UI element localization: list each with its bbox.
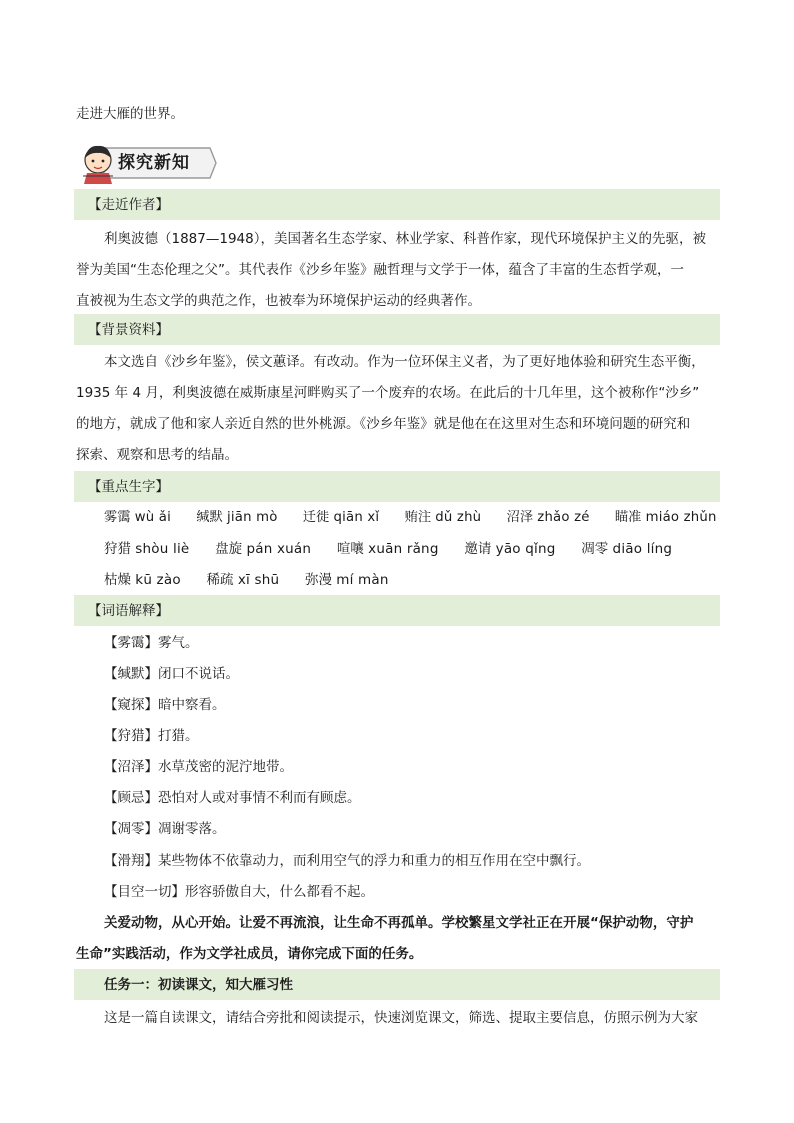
glossary-item: 【沼泽】水草茂密的泥泞地带。 [104, 759, 293, 775]
vocab-row-1 [104, 508, 720, 528]
vocab-pinyin: xī shū [237, 572, 280, 588]
activity-line-2: 生命”实践活动，作为文学社成员，请你完成下面的任务。 [76, 946, 423, 962]
vocab-pinyin: diāo líng [612, 541, 673, 557]
vocab-word: 沼泽 [506, 510, 534, 525]
vocab-pinyin: qiān xǐ [333, 510, 380, 525]
vocab-header: 【重点生字】 [88, 479, 169, 495]
author-line-1: 利奥波德（1887—1948），美国著名生态学家、林业学家、科普作家，现代环境保护主义的先驱，被 [104, 231, 706, 247]
vocab-pinyin: yāo qǐng [495, 541, 556, 557]
vocab-pinyin: pán xuán [246, 541, 312, 557]
author-line-3: 直被视为生态文学的典范之作，也被奉为环境保护运动的经典著作。 [76, 293, 481, 309]
vocab-pinyin: miáo zhǔn [645, 510, 717, 525]
vocab-pinyin: mí màn [336, 572, 389, 588]
vocab-word: 雾霭 [104, 510, 131, 525]
vocab-pinyin: xuān rǎng [368, 541, 439, 557]
background-line-2: 1935 年 4 月，利奥波德在威斯康星河畔购买了一个废弃的农场。在此后的十几年里，这个被称作“沙乡” [76, 385, 700, 401]
banner-title: 探究新知 [118, 153, 190, 173]
author-line-2: 誉为美国“生态伦理之父”。其代表作《沙乡年鉴》融哲理与文学于一体，蕴含了丰富的生态哲学观，一 [76, 262, 684, 278]
glossary-item: 【狩猎】打猎。 [104, 728, 199, 744]
vocab-word: 缄默 [196, 510, 223, 525]
background-line-3: 的地方，就成了他和家人亲近自然的世外桃源。《沙乡年鉴》就是他在在这里对生态和环境问题的研究和 [76, 416, 691, 432]
vocab-word: 稀疏 [206, 572, 234, 588]
vocab-word: 盘旋 [215, 541, 243, 557]
glossary-header: 【词语解释】 [88, 603, 169, 619]
student-avatar-icon [83, 146, 113, 184]
vocab-header-bar [74, 471, 720, 502]
glossary-item: 【目空一切】形容骄傲自大，什么都看不起。 [104, 884, 374, 900]
glossary-item: 【顾忌】恐怕对人或对事情不利而有顾虑。 [104, 790, 361, 806]
vocab-word: 邀请 [464, 541, 492, 557]
background-line-1: 本文选自《沙乡年鉴》，侯文蕙译。有改动。作为一位环保主义者，为了更好地体验和研究生态平衡， [104, 354, 705, 370]
glossary-item: 【雾霭】雾气。 [104, 635, 199, 651]
vocab-word: 瞄准 [614, 510, 642, 525]
background-line-4: 探索、观察和思考的结晶。 [76, 447, 238, 463]
vocab-pinyin: zhǎo zé [537, 510, 590, 525]
activity-line-1: 关爱动物，从心开始。让爱不再流浪，让生命不再孤单。学校繁星文学社正在开展“保护动物，守护 [104, 915, 694, 931]
task1-line: 这是一篇自读课文，请结合旁批和阅读提示，快速浏览课文，筛选、提取主要信息，仿照示例为大家 [104, 1010, 698, 1026]
glossary-item: 【缄默】闭口不说话。 [104, 666, 239, 682]
glossary-item: 【滑翔】某些物体不依靠动力，而利用空气的浮力和重力的相互作用在空中飘行。 [104, 853, 590, 869]
vocab-word: 弥漫 [304, 572, 332, 588]
vocab-word: 迁徙 [302, 510, 330, 525]
background-header: 【背景资料】 [88, 322, 169, 338]
glossary-header-bar [74, 595, 720, 626]
vocab-word: 枯燥 [104, 572, 131, 588]
intro-tail: 走进大雁的世界。 [76, 106, 184, 122]
vocab-pinyin: dǔ zhù [435, 510, 482, 525]
glossary-item: 【窥探】暗中察看。 [104, 697, 226, 713]
vocab-row-3 [104, 570, 720, 590]
author-header-bar [74, 189, 720, 220]
vocab-word: 狩猎 [104, 541, 131, 557]
background-header-bar [74, 314, 720, 345]
vocab-pinyin: shòu liè [135, 541, 190, 557]
vocab-pinyin: jiān mò [227, 510, 278, 525]
vocab-pinyin: kū zào [135, 572, 181, 588]
vocab-word: 贿注 [404, 510, 432, 525]
vocab-word: 喧嚷 [336, 541, 364, 557]
author-header: 【走近作者】 [88, 197, 169, 213]
glossary-item: 【凋零】凋谢零落。 [104, 821, 226, 837]
vocab-pinyin: wù ǎi [134, 510, 171, 525]
vocab-row-2 [104, 539, 720, 559]
task1-header: 任务一：初读课文，知大雁习性 [104, 977, 293, 993]
vocab-word: 凋零 [581, 541, 609, 557]
